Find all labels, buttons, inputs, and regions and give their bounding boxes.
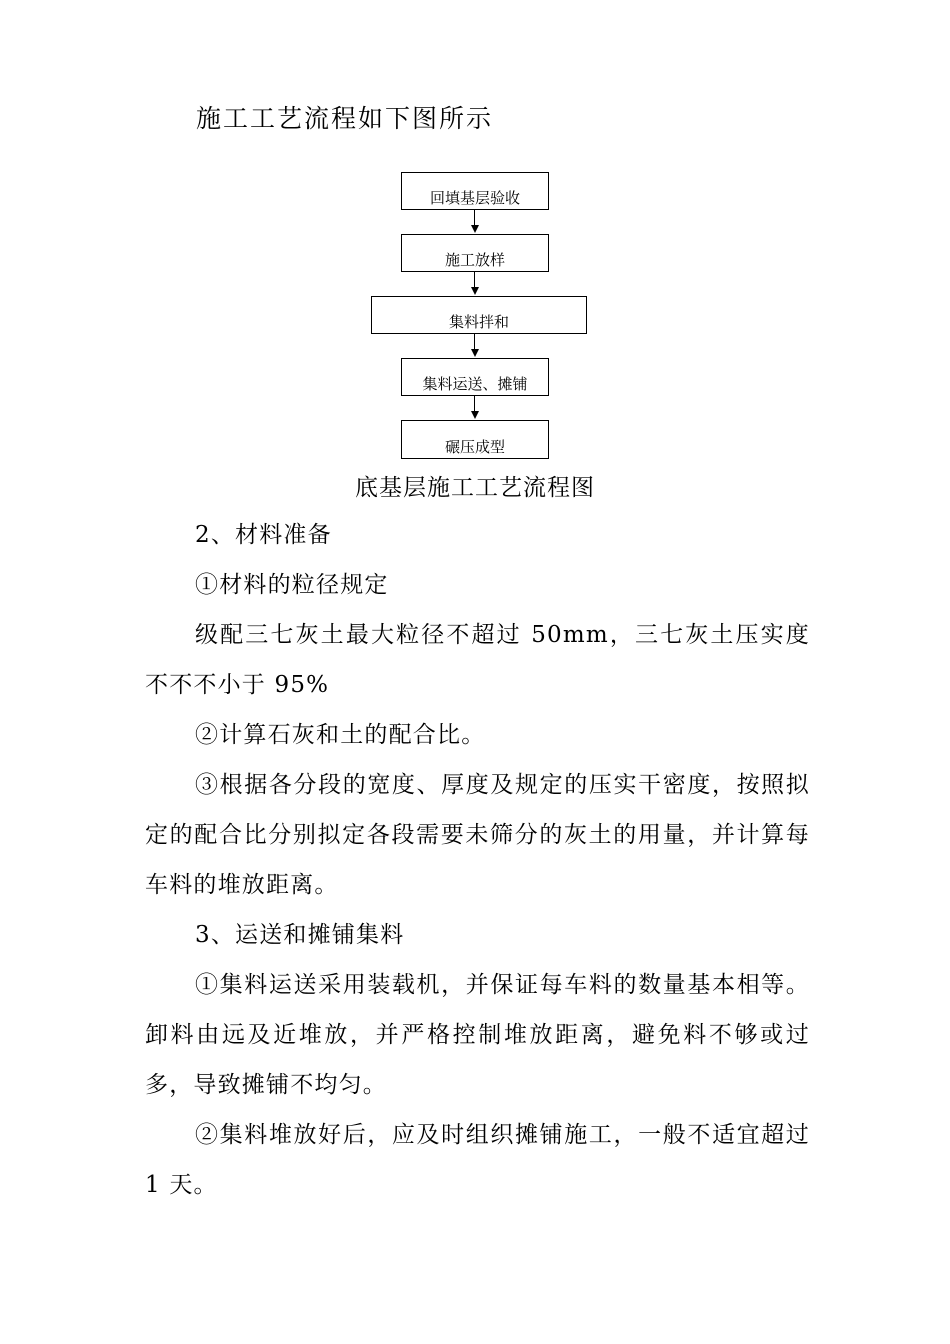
paragraph-item: ①集料运送采用装载机，并保证每车料的数量基本相等。卸料由远及近堆放，并严格控制堆放距离，避免料不够或过多，导致摊铺不均匀。 [145,972,810,1098]
flow-step-layout [401,234,549,272]
paragraph-item: ②集料堆放好后，应及时组织摊铺施工，一般不适宜超过 1 天。 [145,1122,810,1198]
flow-step-label: 施工放样 [444,251,505,269]
section-heading-materials: 2、材料准备 [195,522,332,548]
section-heading-transport: 3、运送和摊铺集料 [195,922,405,948]
flow-step-label: 回填基层验收 [429,189,520,207]
flow-step-transport-spread [401,358,549,396]
arrow-down-icon [471,411,479,419]
flow-step-compaction [401,420,549,459]
flow-step-label: 碾压成型 [444,438,505,456]
flow-step-label: 集料运送、摊铺 [422,375,528,393]
flow-step-label: 集料拌和 [448,313,509,331]
arrow-down-icon [471,349,479,357]
flow-step-base-acceptance [401,172,549,210]
intro-text: 施工工艺流程如下图所示 [196,104,494,133]
arrow-down-icon [471,287,479,295]
arrow-down-icon [471,225,479,233]
paragraph-item: ③根据各分段的宽度、厚度及规定的压实干密度，按照拟定的配合比分别拟定各段需要未筛分的灰土的用量，并计算每车料的堆放距离。 [145,772,810,898]
paragraph-item: ①材料的粒径规定 [195,572,389,598]
paragraph-item: 级配三七灰土最大粒径不超过 50mm，三七灰土压实度不不不小于 95% [145,622,810,698]
paragraph-item: ②计算石灰和土的配合比。 [195,722,486,748]
flow-step-mixing [371,296,587,334]
flowchart-caption: 底基层施工工艺流程图 [355,475,595,501]
